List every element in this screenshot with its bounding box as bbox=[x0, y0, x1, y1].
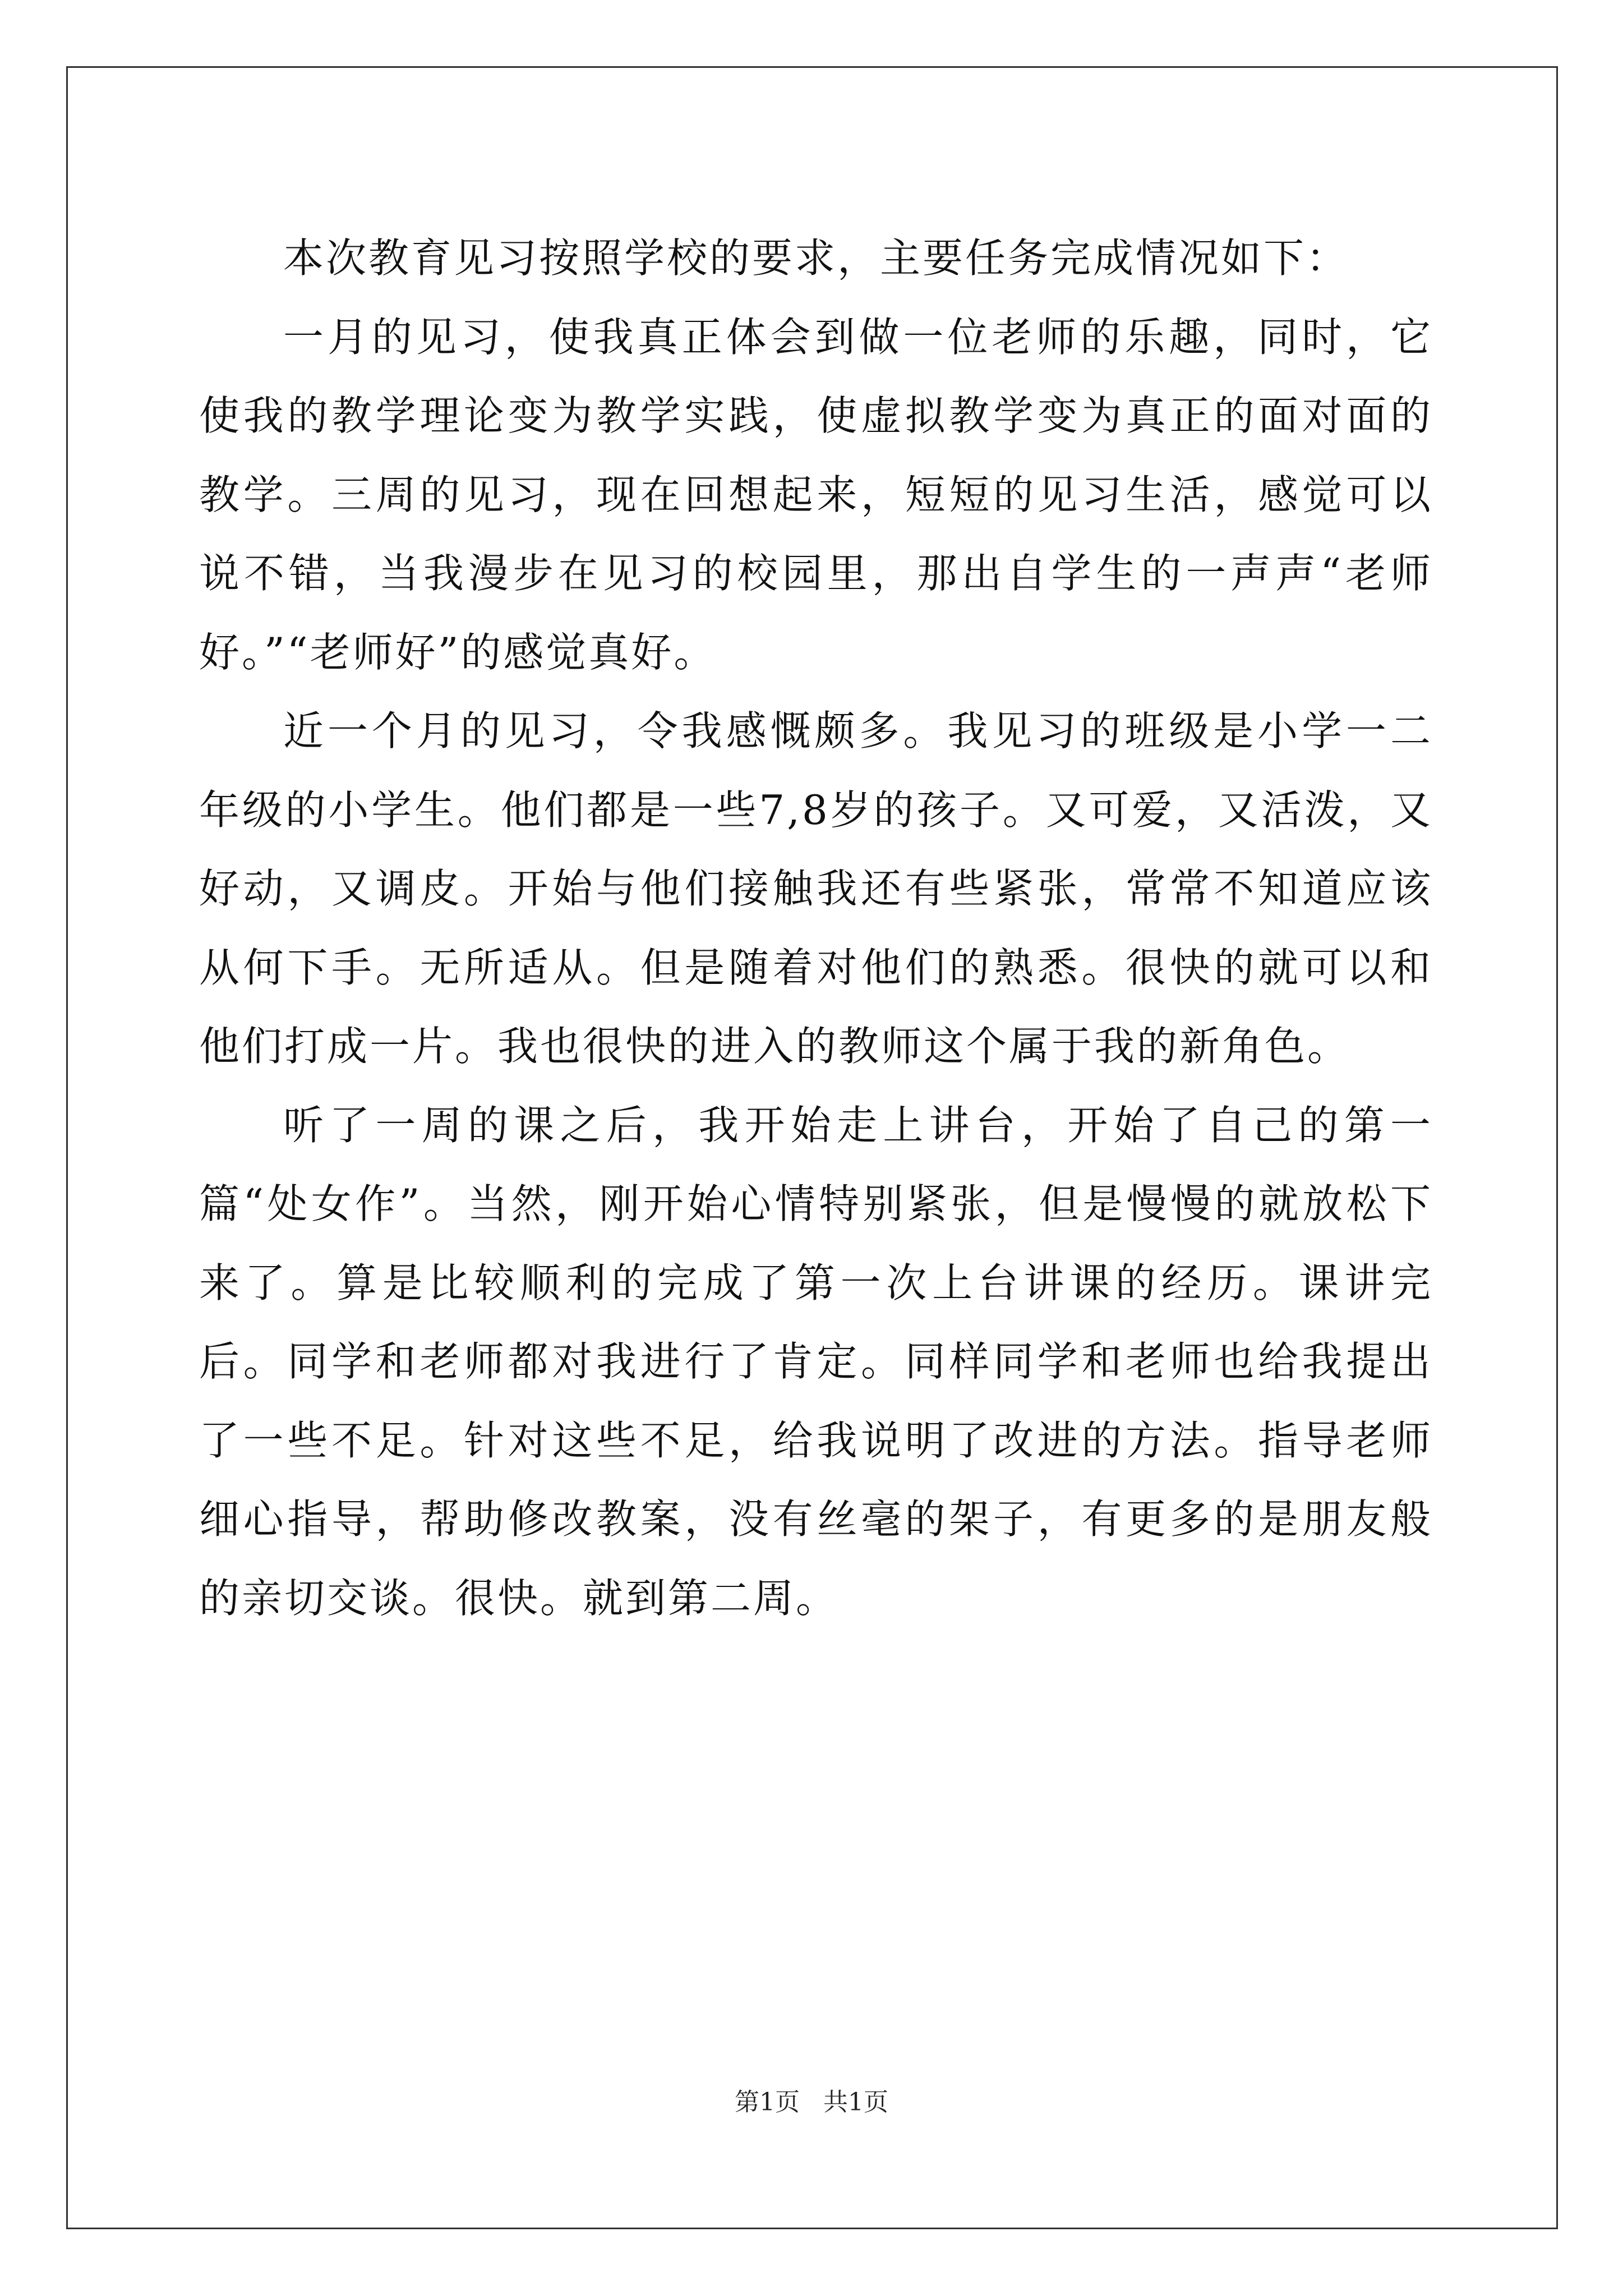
document-body bbox=[199, 219, 1433, 1637]
paragraph-one-month: 一月的见习，使我真正体会到做一位老师的乐趣，同时，它使我的教学理论变为教学实践，使虚拟教学变为真正的面对面的教学。三周的见习，现在回想起来，短短的见习生活，感觉可以说不错，当我漫步在见习的校园里，那出自学生的一声声“老师好。”“老师好”的感觉真好。 bbox=[199, 313, 1433, 676]
paragraph-nearly-one-month: 近一个月的见习，令我感慨颇多。我见习的班级是小学一二年级的小学生。他们都是一些7,8岁的孩子。又可爱，又活泼，又好动，又调皮。开始与他们接触我还有些紧张，常常不知道应该从何下手。无所适从。但是随着对他们的熟悉。很快的就可以和他们打成一片。我也很快的进入的教师这个属于我的新角色。 bbox=[199, 707, 1433, 1070]
page-number-footer: 第1页 共1页 bbox=[735, 2088, 888, 2116]
paragraph-intro: 本次教育见习按照学校的要求，主要任务完成情况如下： bbox=[283, 234, 1349, 282]
paragraph-after-one-week: 听了一周的课之后，我开始走上讲台，开始了自己的第一篇“处女作”。当然，刚开始心情特别紧张，但是慢慢的就放松下来了。算是比较顺利的完成了第一次上台讲课的经历。课讲完后。同学和老师都对我进行了肯定。同样同学和老师也给我提出了一些不足。针对这些不足，给我说明了改进的方法。指导老师细心指导，帮助修改教案，没有丝毫的架子，有更多的是朋友般的亲切交谈。很快。就到第二周。 bbox=[199, 1101, 1433, 1622]
